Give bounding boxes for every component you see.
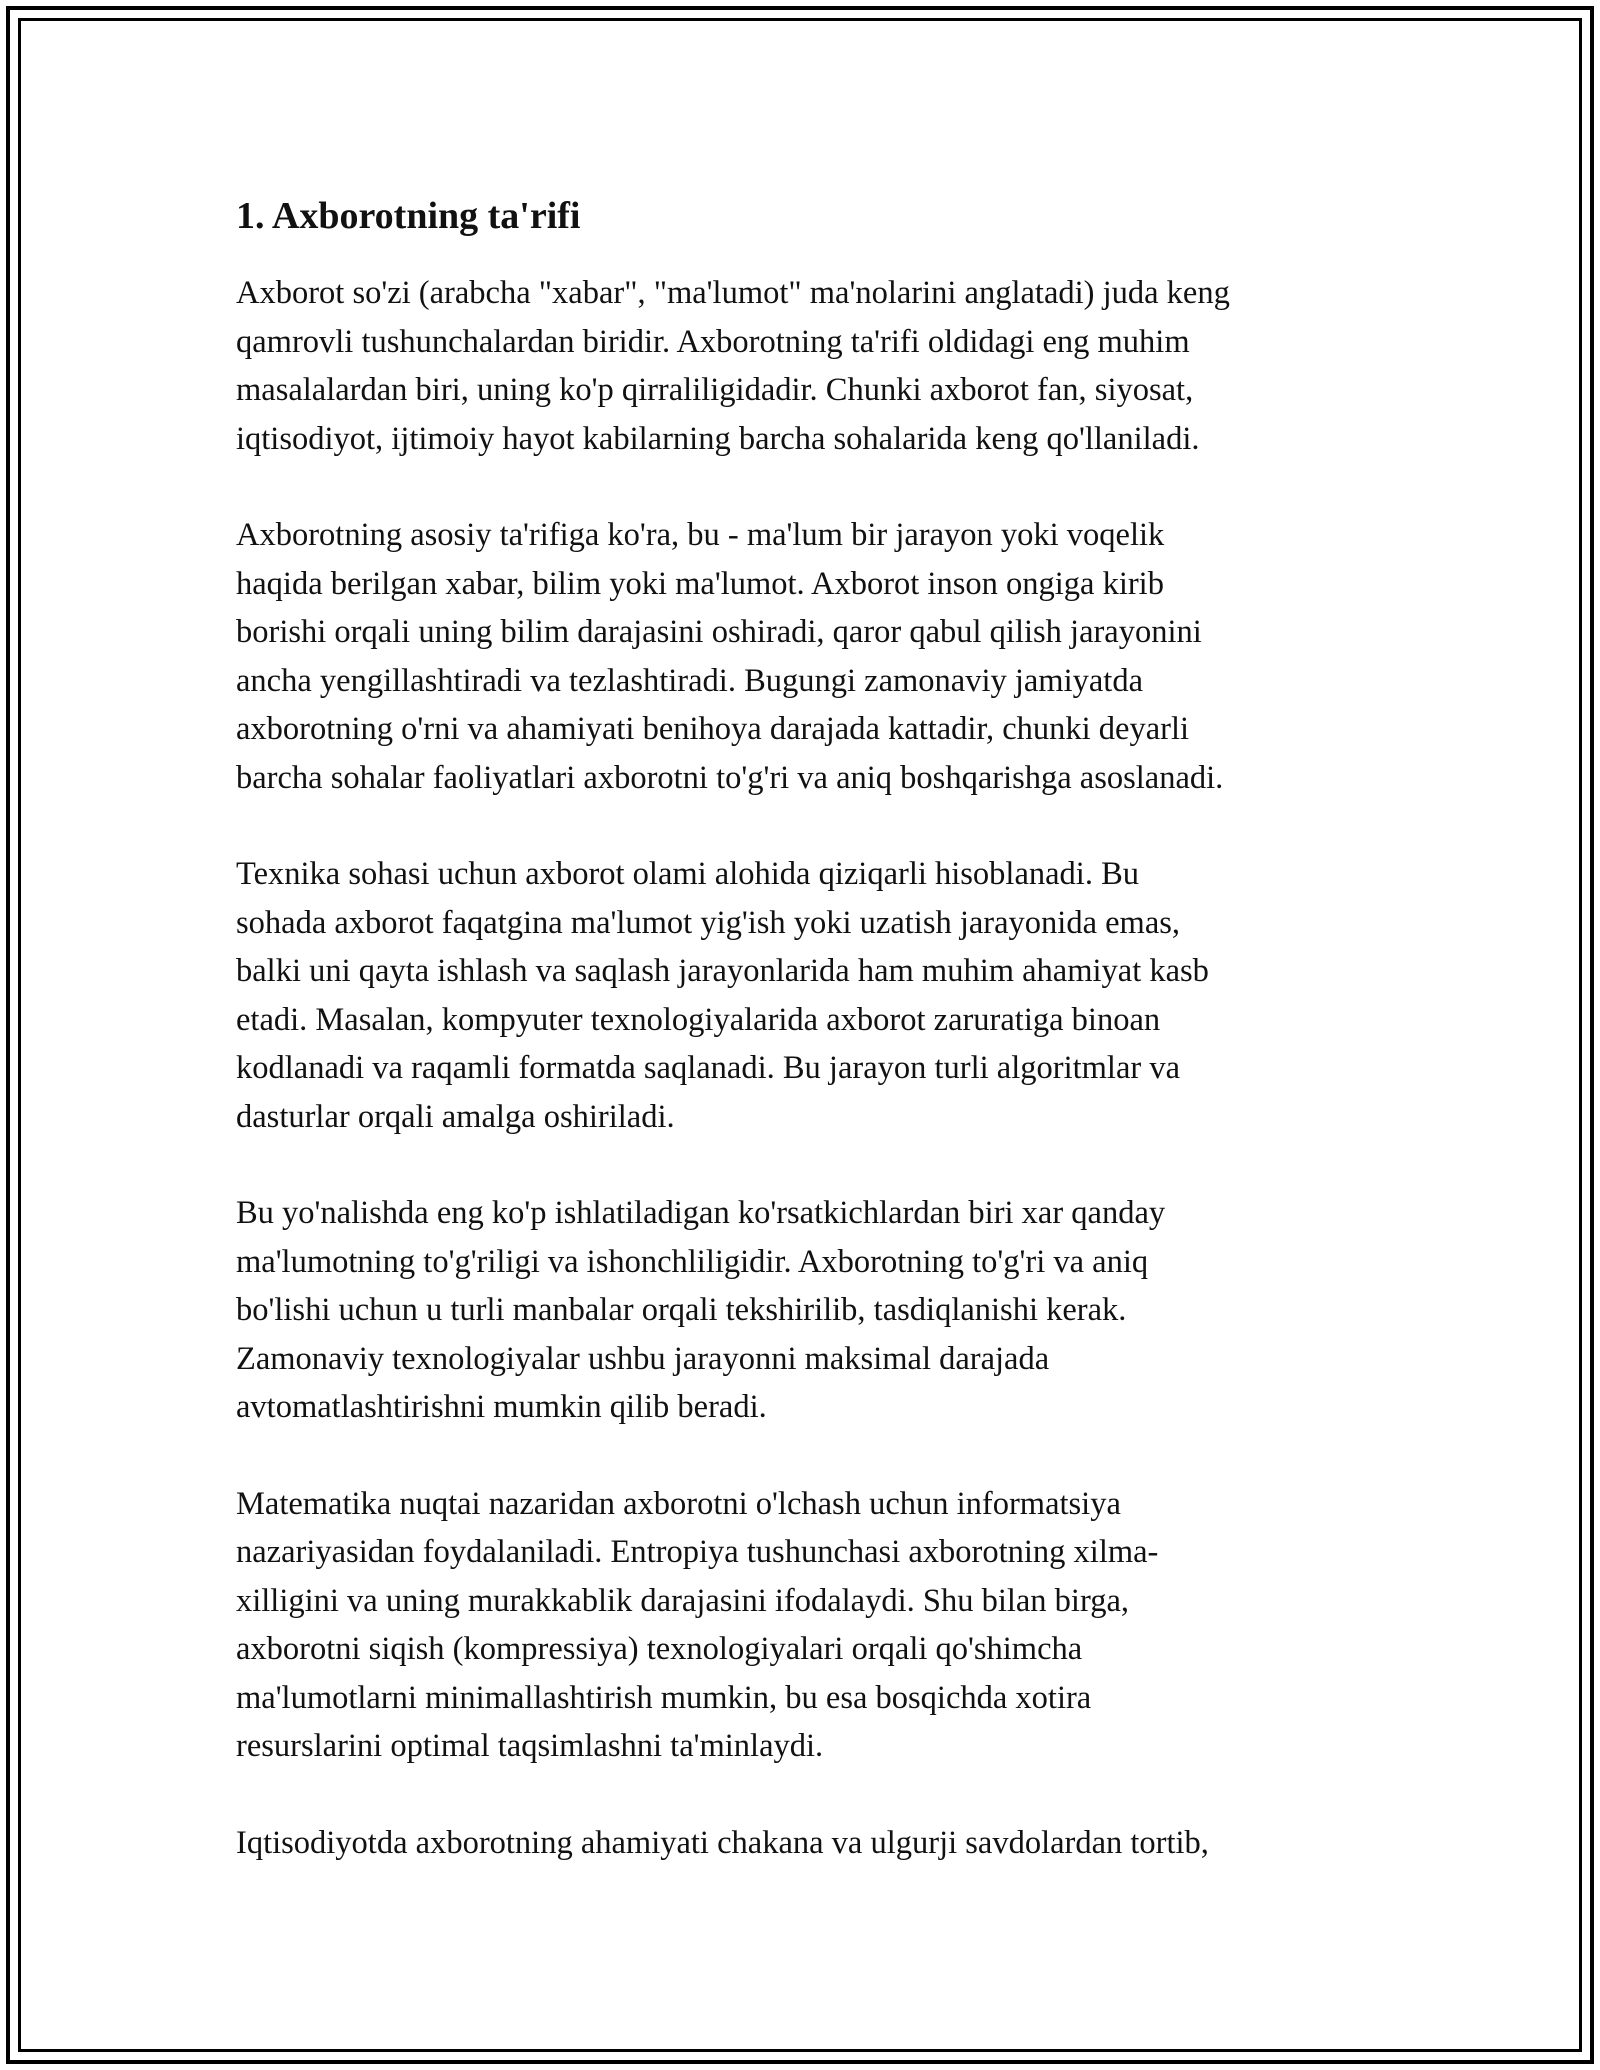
text-line: resurslarini optimal taqsimlashni ta'minlaydi. (236, 1728, 824, 1764)
text-line: sohada axborot faqatgina ma'lumot yig'ish yoki uzatish jarayonida emas, (236, 904, 1181, 941)
paragraph-2 (236, 511, 1376, 802)
text-line: borishi orqali uning bilim darajasini oshiradi, qaror qabul qilish jarayonini (236, 614, 1202, 650)
text-line: xilligini va uning murakkablik darajasini ifodalaydi. Shu bilan birga, (236, 1582, 1129, 1619)
text-line: avtomatlashtirishni mumkin qilib beradi. (236, 1389, 767, 1425)
section-heading: 1. Axborotning ta'rifi (236, 195, 581, 237)
text-line: Bu yo'nalishda eng ko'p ishlatiladigan ko'rsatkichlardan biri xar qanday (236, 1195, 1166, 1231)
text-line: Iqtisodiyotda axborotning ahamiyati chakana va ulgurji savdolardan tortib, (236, 1824, 1209, 1861)
text-line: dasturlar orqali amalga oshiriladi. (236, 1098, 675, 1135)
text-line: etadi. Masalan, kompyuter texnologiyalarida axborot zaruratiga binoan (236, 1001, 1161, 1038)
text-line: Matematika nuqtai nazaridan axborotni o'lchash uchun informatsiya (236, 1485, 1121, 1522)
text-line: bo'lishi uchun u turli manbalar orqali tekshirilib, tasdiqlanishi kerak. (236, 1292, 1127, 1328)
text-line: qamrovli tushunchalardan biridir. Axborotning ta'rifi oldidagi eng muhim (236, 323, 1190, 360)
paragraph-4 (236, 1189, 1376, 1432)
text-line: balki uni qayta ishlash va saqlash jarayonlarida ham muhim ahamiyat kasb (236, 953, 1209, 989)
paragraph-6 (236, 1819, 1376, 1868)
text-line: axborotning o'rni va ahamiyati benihoya darajada kattadir, chunki deyarli (236, 711, 1190, 747)
text-line: Texnika sohasi uchun axborot olami alohida qiziqarli hisoblanadi. Bu (236, 856, 1140, 892)
text-line: ma'lumotning to'g'riligi va ishonchliligidir. Axborotning to'g'ri va aniq (236, 1243, 1149, 1280)
text-line: ancha yengillashtiradi va tezlashtiradi. Bugungi zamonaviy jamiyatda (236, 662, 1144, 699)
text-line: barcha sohalar faoliyatlari axborotni to'g'ri va aniq boshqarishga asoslanadi. (236, 759, 1224, 796)
text-line: Axborotning asosiy ta'rifiga ko'ra, bu - ma'lum bir jarayon yoki voqelik (236, 517, 1165, 553)
text-line: ma'lumotlarni minimallashtirish mumkin, bu esa bosqichda xotira (236, 1679, 1092, 1716)
paragraph-3 (236, 850, 1376, 1141)
paragraph-1 (236, 269, 1376, 463)
text-line: masalalardan biri, uning ko'p qirraliligidadir. Chunki axborot fan, siyosat, (236, 372, 1194, 408)
text-line: nazariyasidan foydalaniladi. Entropiya tushunchasi axborotning xilma- (236, 1534, 1159, 1570)
text-line: Zamonaviy texnologiyalar ushbu jarayonni maksimal darajada (236, 1340, 1050, 1377)
text-line: axborotni siqish (kompressiya) texnologiyalari orqali qo'shimcha (236, 1631, 1083, 1667)
text-line: kodlanadi va raqamli formatda saqlanadi. Bu jarayon turli algoritmlar va (236, 1050, 1180, 1086)
text-line: haqida berilgan xabar, bilim yoki ma'lumot. Axborot inson ongiga kirib (236, 565, 1164, 602)
document-body (236, 190, 1376, 1915)
text-line: iqtisodiyot, ijtimoiy hayot kabilarning barcha sohalarida keng qo'llaniladi. (236, 420, 1200, 457)
paragraph-5 (236, 1480, 1376, 1771)
text-line: Axborot so'zi (arabcha "xabar", "ma'lumot" ma'nolarini anglatadi) juda keng (236, 275, 1230, 311)
